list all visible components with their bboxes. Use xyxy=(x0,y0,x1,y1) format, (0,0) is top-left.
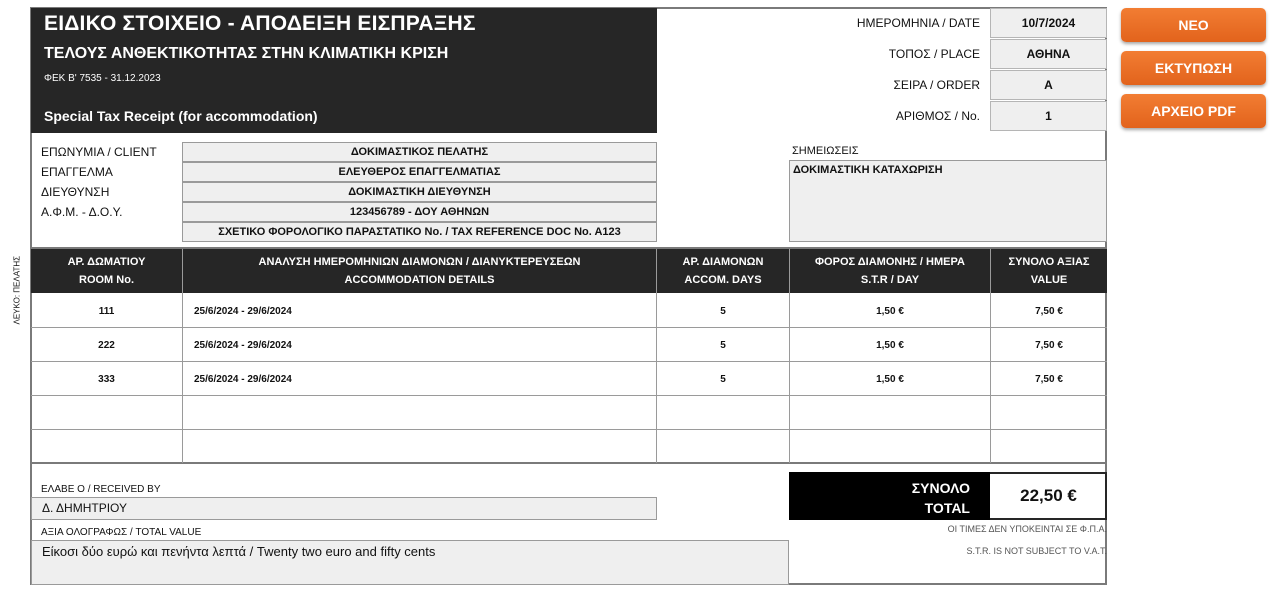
column-divider xyxy=(182,293,183,463)
header-details-gr: ΑΝΑΛΥΣΗ ΗΜΕΡΟΜΗΝΙΩΝ ΔΙΑΜΟΝΩΝ / ΔΙΑΝΥΚΤΕΡΕΥΣΕΩΝ xyxy=(258,256,581,268)
total-label xyxy=(789,472,990,520)
date-label: ΗΜΕΡΟΜΗΝΙΑ / DATE xyxy=(856,16,980,30)
client-name-field[interactable]: ΔΟΚΙΜΑΣΤΙΚΟΣ ΠΕΛΑΤΗΣ xyxy=(182,142,657,162)
header-details-en: ACCOMMODATION DETAILS xyxy=(344,274,495,286)
client-address-label: ΔΙΕΥΘΥΝΣΗ xyxy=(41,185,110,199)
row3-tax[interactable]: 1,50 € xyxy=(876,373,904,385)
vat-note-english: S.T.R. IS NOT SUBJECT TO V.A.T. xyxy=(966,546,1107,556)
place-field[interactable]: ΑΘΗΝΑ xyxy=(990,39,1107,69)
receipt-header xyxy=(31,8,657,133)
received-by-label: ΕΛΑΒΕ Ο / RECEIVED BY xyxy=(41,484,161,495)
row2-days[interactable]: 5 xyxy=(720,339,726,351)
header-tax-en: S.T.R / DAY xyxy=(860,274,920,286)
receipt-title: ΕΙΔΙΚΟ ΣΤΟΙΧΕΙΟ - ΑΠΟΔΕΙΞΗ ΕΙΣΠΡΑΞΗΣ xyxy=(44,12,476,35)
receipt-english-title: Special Tax Receipt (for accommodation) xyxy=(44,108,318,124)
tax-reference-field[interactable]: ΣΧΕΤΙΚΟ ΦΟΡΟΛΟΓΙΚΟ ΠΑΡΑΣΤΑΤΙΚΟ No. / TAX REFERENCE DOC No. A123 xyxy=(182,222,657,242)
total-label-en: TOTAL xyxy=(924,500,970,516)
client-profession-label: ΕΠΑΓΓΕΛΜΑ xyxy=(41,165,113,179)
date-field[interactable]: 10/7/2024 xyxy=(990,8,1107,38)
receipt-subtitle: ΤΕΛΟΥΣ ΑΝΘΕΚΤΙΚΟΤΗΤΑΣ ΣΤΗΝ ΚΛΙΜΑΤΙΚΗ ΚΡΙΣΗ xyxy=(44,45,449,62)
header-tax-gr: ΦΟΡΟΣ ΔΙΑΜΟΝΗΣ / ΗΜΕΡΑ xyxy=(815,256,965,268)
header-value-en: VALUE xyxy=(1030,274,1068,286)
row2-tax[interactable]: 1,50 € xyxy=(876,339,904,351)
row1-room[interactable]: 111 xyxy=(98,305,115,317)
client-address-field[interactable]: ΔΟΚΙΜΑΣΤΙΚΗ ΔΙΕΥΘΥΝΣΗ xyxy=(182,182,657,202)
row3-value[interactable]: 7,50 € xyxy=(1035,373,1063,385)
header-room-gr: ΑΡ. ΔΩΜΑΤΙΟΥ xyxy=(67,256,146,268)
client-vat-label: Α.Φ.Μ. - Δ.Ο.Υ. xyxy=(41,205,123,219)
row1-details[interactable]: 25/6/2024 - 29/6/2024 xyxy=(194,305,292,317)
client-name-label: ΕΠΩΝΥΜΙΑ / CLIENT xyxy=(41,145,157,159)
header-room-en: ROOM No. xyxy=(79,274,134,286)
row1-days[interactable]: 5 xyxy=(720,305,726,317)
copy-side-label: ΛΕΥΚΟ: ΠΕΛΑΤΗΣ xyxy=(12,255,22,325)
row2-room[interactable]: 222 xyxy=(98,339,115,351)
header-details xyxy=(183,249,657,293)
table-bottom-divider xyxy=(31,462,1107,464)
pdf-button[interactable]: ΑΡΧΕΙΟ PDF xyxy=(1121,94,1266,128)
order-field[interactable]: Α xyxy=(990,70,1107,100)
header-room xyxy=(31,249,183,293)
place-label: ΤΟΠΟΣ / PLACE xyxy=(888,47,980,61)
notes-field[interactable]: ΔΟΚΙΜΑΣΤΙΚΗ ΚΑΤΑΧΩΡΙΣΗ xyxy=(789,160,1107,242)
vat-note-greek: ΟΙ ΤΙΜΕΣ ΔΕΝ ΥΠΟΚΕΙΝΤΑΙ ΣΕ Φ.Π.Α. xyxy=(947,524,1107,534)
order-label: ΣΕΙΡΑ / ORDER xyxy=(893,78,980,92)
header-tax xyxy=(790,249,991,293)
row2-value[interactable]: 7,50 € xyxy=(1035,339,1063,351)
header-days xyxy=(657,249,790,293)
header-days-en: ACCOM. DAYS xyxy=(684,274,762,286)
new-button[interactable]: ΝΕΟ xyxy=(1121,8,1266,42)
client-vat-field[interactable]: 123456789 - ΔΟΥ ΑΘΗΝΩΝ xyxy=(182,202,657,222)
header-value-gr: ΣΥΝΟΛΟ ΑΞΙΑΣ xyxy=(1008,256,1090,268)
notes-label: ΣΗΜΕΙΩΣΕΙΣ xyxy=(792,145,859,157)
received-by-field[interactable]: Δ. ΔΗΜΗΤΡΙΟΥ xyxy=(31,497,657,520)
total-words-label: ΑΞΙΑ ΟΛΟΓΡΑΦΩΣ / TOTAL VALUE xyxy=(41,527,202,538)
client-profession-field[interactable]: ΕΛΕΥΘΕΡΟΣ ΕΠΑΓΓΕΛΜΑΤΙΑΣ xyxy=(182,162,657,182)
header-value xyxy=(991,249,1107,293)
row3-room[interactable]: 333 xyxy=(98,373,115,385)
row3-days[interactable]: 5 xyxy=(720,373,726,385)
row1-tax[interactable]: 1,50 € xyxy=(876,305,904,317)
header-days-gr: ΑΡ. ΔΙΑΜΟΝΩΝ xyxy=(682,256,764,268)
row1-value[interactable]: 7,50 € xyxy=(1035,305,1063,317)
total-label-gr: ΣΥΝΟΛΟ xyxy=(911,480,970,496)
print-button[interactable]: ΕΚΤΥΠΩΣΗ xyxy=(1121,51,1266,85)
number-label: ΑΡΙΘΜΟΣ / No. xyxy=(895,109,980,123)
row-divider xyxy=(31,429,1107,430)
total-value: 22,50 € xyxy=(1020,486,1077,505)
fek-reference: ΦΕΚ Β' 7535 - 31.12.2023 xyxy=(44,73,161,84)
total-words-field[interactable]: Είκοσι δύο ευρώ και πενήντα λεπτά / Twenty two euro and fifty cents xyxy=(31,540,789,585)
row2-details[interactable]: 25/6/2024 - 29/6/2024 xyxy=(194,339,292,351)
number-field[interactable]: 1 xyxy=(990,101,1107,131)
row3-details[interactable]: 25/6/2024 - 29/6/2024 xyxy=(194,373,292,385)
